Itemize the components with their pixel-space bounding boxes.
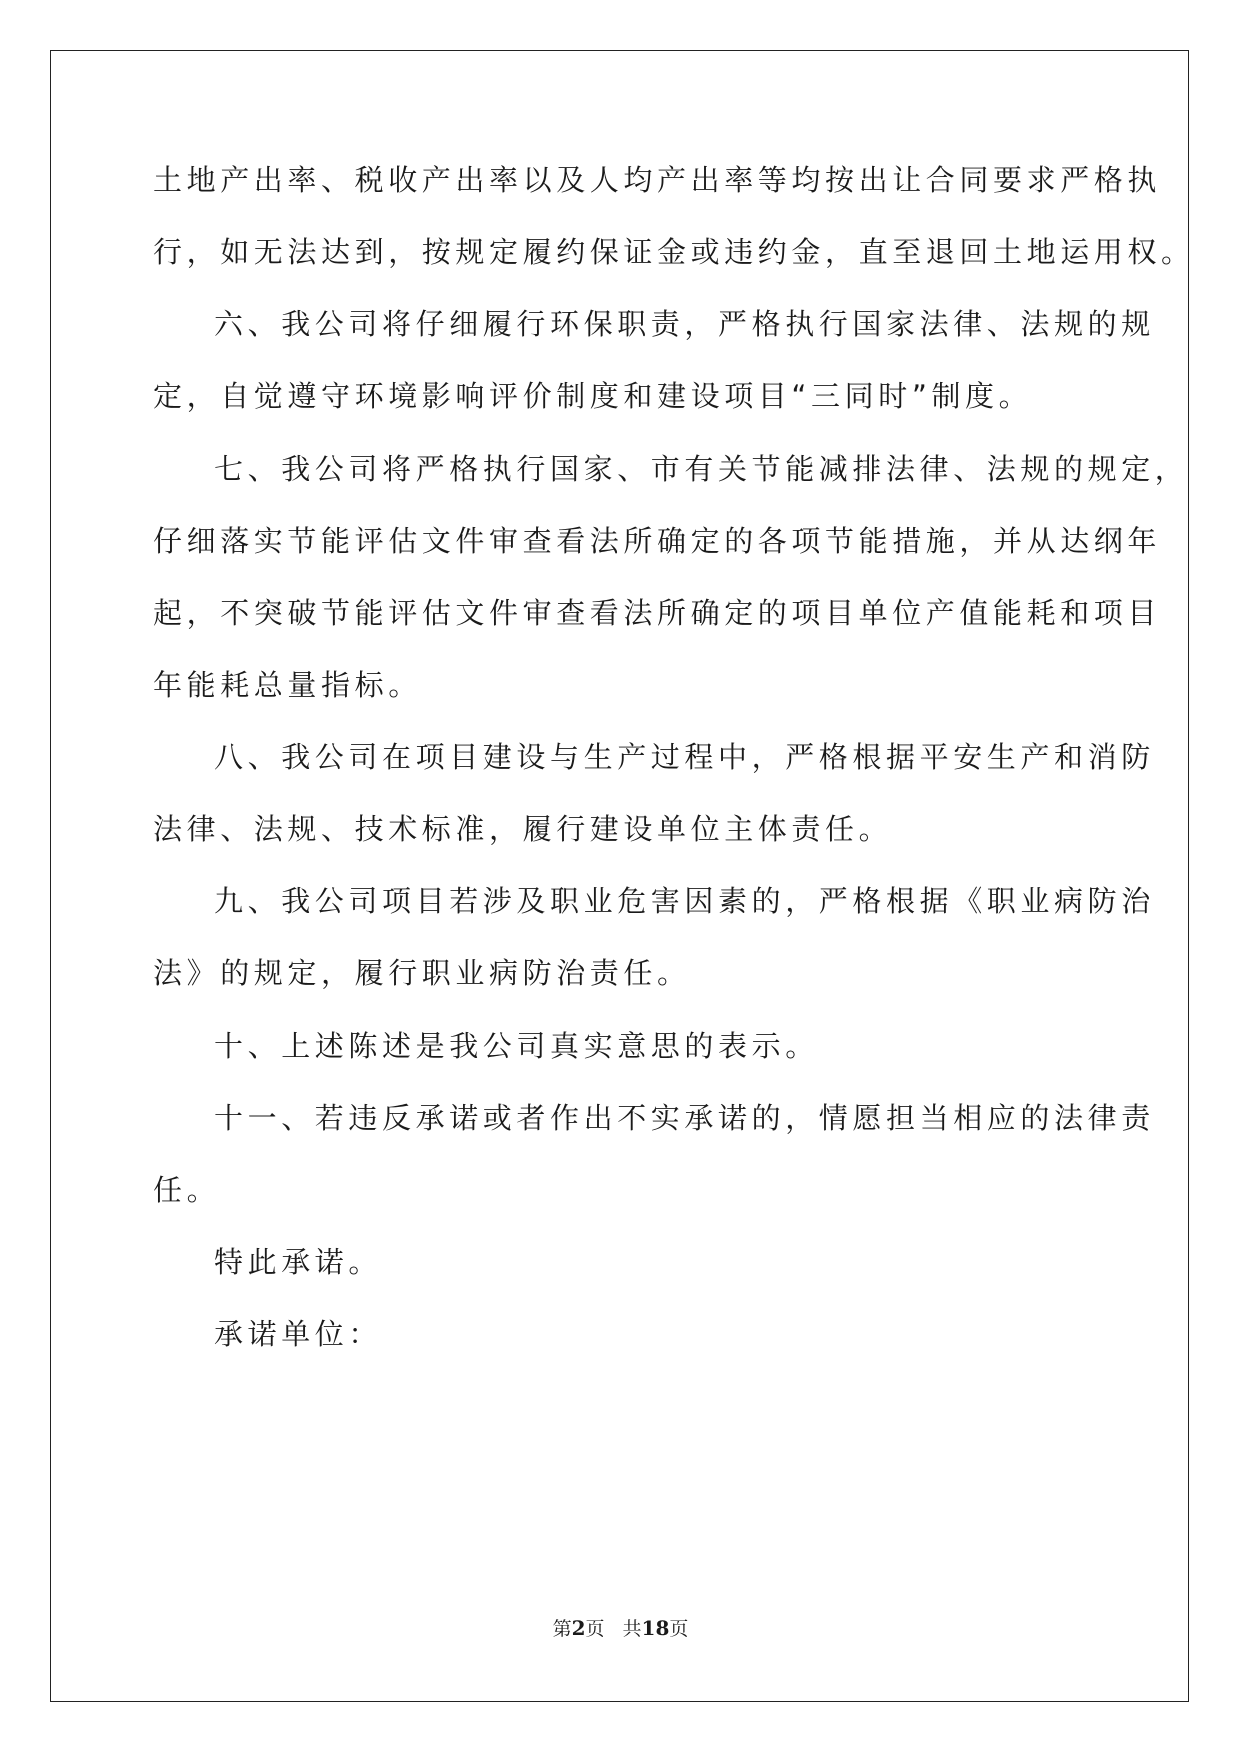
closing-statement: 特此承诺。 [214, 1245, 383, 1279]
page-suffix: 页 [585, 1618, 605, 1640]
total-suffix: 页 [669, 1618, 689, 1640]
page-frame [50, 50, 1189, 1702]
paragraph-9-start: 九、我公司项目若涉及职业危害因素的，严格根据《职业病防治 [214, 884, 1155, 918]
paragraph-10: 十、上述陈述是我公司真实意思的表示。 [214, 1029, 819, 1063]
paragraph-6-start: 六、我公司将仔细履行环保职责，严格执行国家法律、法规的规 [214, 307, 1155, 341]
page-footer [0, 1616, 1241, 1641]
text-line: 土地产出率、税收产出率以及人均产出率等均按出让合同要求严格执 [153, 163, 1162, 197]
text-line: 任。 [153, 1173, 221, 1207]
text-line: 定，自觉遵守环境影响评价制度和建设项目“三同时”制度。 [153, 379, 1033, 413]
total-prefix: 共 [622, 1618, 642, 1640]
signature-label: 承诺单位： [214, 1317, 383, 1351]
page-prefix: 第 [552, 1618, 572, 1640]
text-line: 起，不突破节能评估文件审查看法所确定的项目单位产值能耗和项目 [153, 596, 1162, 630]
text-line: 行，如无法达到，按规定履约保证金或违约金，直至退回土地运用权。 [153, 235, 1195, 269]
paragraph-7-start: 七、我公司将严格执行国家、市有关节能减排法律、法规的规定， [214, 452, 1189, 486]
page-current: 2 [571, 1616, 586, 1640]
text-line: 仔细落实节能评估文件审查看法所确定的各项节能措施，并从达纲年 [153, 524, 1162, 558]
text-line: 法律、法规、技术标准，履行建设单位主体责任。 [153, 812, 893, 846]
text-line: 法》的规定，履行职业病防治责任。 [153, 956, 691, 990]
text-line: 年能耗总量指标。 [153, 668, 422, 702]
paragraph-11-start: 十一、若违反承诺或者作出不实承诺的，情愿担当相应的法律责 [214, 1101, 1155, 1135]
page-total: 18 [641, 1616, 670, 1640]
paragraph-8-start: 八、我公司在项目建设与生产过程中，严格根据平安生产和消防 [214, 740, 1155, 774]
